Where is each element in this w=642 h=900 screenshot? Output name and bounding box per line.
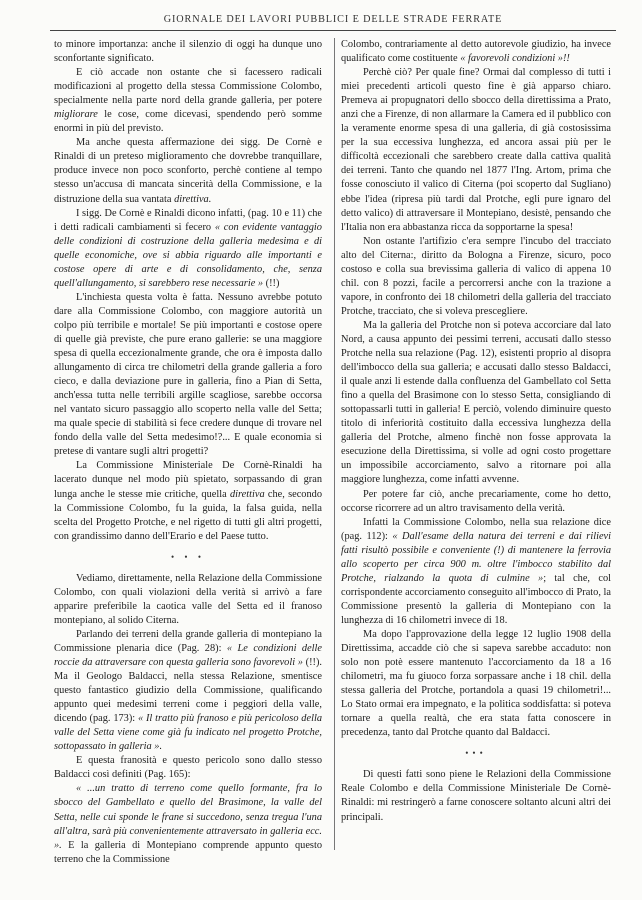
italic-quote-text: « Il tratto più franoso e più pericoloso della valle del Setta viene come già fu indicato nel progetto Protche, sottopassato in galleria ». bbox=[54, 713, 322, 753]
paragraph: Di questi fatti sono piene le Relazioni della Commissione Reale Colombo e della Commissione Ministeriale De Cornè-Rinaldi: mi restringerò a farne conoscere soltanto alcuni altri dei principali. bbox=[341, 769, 611, 823]
paragraph: to minore importanza: anche il silenzio di oggi ha dunque uno sconfortante significato. bbox=[54, 39, 322, 65]
paragraph bbox=[54, 782, 322, 866]
italic-quote-text: migliorare bbox=[54, 109, 98, 121]
text-run: che, secondo la Commissione Colombo, fu la guida, la falsa guida, nella scelta del Progetto Protche, e nel rigetto di tutti gli altri progetti, con grandissimo danno dell'Erario e del Paese tutto. bbox=[54, 488, 322, 542]
paragraph bbox=[54, 628, 322, 754]
italic-quote-text: « Dall'esame della natura dei terreni e dai rilievi fatti risultò possibile e conveniente (!) di mantenere la ferrovia allo scoperto per circa 900 m. oltre l'imbocco stabilito dal Protche, rialzando la quota di culmine » bbox=[341, 530, 611, 584]
text-run: ; tal che, col corrispondente accorciamento conseguito all'imbocco di Prato, la Commissione presentò la galleria di Montepiano con la lunghezza di 16 chilometri invece di 18. bbox=[341, 572, 611, 626]
section-separator: • • • bbox=[171, 551, 205, 562]
paragraph bbox=[54, 207, 322, 291]
paragraph bbox=[54, 66, 322, 136]
paragraph: Ma la galleria del Protche non si poteva accorciare dal lato Nord, a causa appunto dei pessimi terreni, accusati dallo stesso Protche nella sua relazione (Pag. 12), esistenti proprio al disopra dell'imbocco della sua galleria; e accusati dallo stesso Baldacci, il quale anzi li estende dalla confluenza del Gambellato col Setta fino a quella del Brasimone con lo stesso Setta, consigliando di sottopassarli tutti in galleria! E perciò, volendo diminuire questo titolo di inferiorità costituito dalla eccessiva lunghezza della galleria del Protche, almeno finchè non fosse approvata la esecuzione della Direttissima, si volle ad ogni costo progettare un impossibile accorciamento, salvo a ritornare poi alla maggiore lunghezza, come infatti avvenne. bbox=[341, 319, 611, 486]
paragraph: Non ostante l'artifizio c'era sempre l'incubo del tracciato alto del Citerna:, diritto da Bologna a Firenze, sicuro, poco costoso e colla sua brevissima galleria di valico di appena 10 chil. con 8 pozzi, facile a percorrersi anche con la trazione a vapore, in confronto dei 18 chilometri della galleria del tracciato Protche, tracciato, che si voleva prescegliere. bbox=[341, 235, 611, 317]
section-separator: ••• bbox=[465, 748, 487, 759]
italic-quote-text: direttiva. bbox=[174, 193, 212, 205]
paragraph bbox=[341, 38, 611, 66]
italic-quote-text: « con evidente vantaggio delle condizioni di costruzione della galleria medesima e di quelle economiche, ove si abbia riguardo alle importanti e costose opere di arte e di consolidamento, che, senza quell'allungamento, si sarebbero rese necessarie » bbox=[54, 221, 322, 289]
paragraph bbox=[54, 136, 322, 206]
running-header: GIORNALE DEI LAVORI PUBBLICI E DELLE STRADE FERRATE bbox=[163, 14, 503, 25]
column-divider bbox=[334, 38, 335, 850]
paragraph: E questa franosità e questo pericolo sono dallo stesso Baldacci così definiti (Pag. 165): bbox=[54, 755, 322, 781]
paragraph: Vediamo, direttamente, nella Relazione della Commissione Colombo, con quali violazioni della verità si arrivò a fare apparire preferibile la caotica valle del Setta ed il franoso montepiano, al solido Citerna. bbox=[54, 572, 322, 626]
paragraph bbox=[341, 516, 611, 628]
paragraph: L'inchiesta questa volta è fatta. Nessuno avrebbe potuto dare alla Commissione Colombo, con maggiore autorità un colpo più terribile e mortale! Se più importanti e costose opere di quelle già previste, che pure erano gallerie: se una maggiore spesa di quella eccezionalmente grande, che ora è imposta dallo allungamento di circa tre chilometri della grande galleria a foro cieco, e dalla deviazione pure in galleria, fino a Pian di Setta, anch'essa tutta nelle terribili argille scagliose, sarebbe occorsa nel vantato sicuro passaggio allo scoperto nella valle del Setta; ma quale specie di stabilità si fece credere dunque di trovare nel fondo della valle del Setta medesimo!?... E quale economia si pretese di vantare sugli altri progetti? bbox=[54, 291, 322, 458]
text-run: Colombo, contrariamente al detto autorevole giudizio, ha invece qualificato come costituente bbox=[341, 39, 611, 65]
italic-quote-text: « Le condizioni delle roccie da attraversare con questa galleria sono favorevoli » bbox=[54, 642, 322, 669]
paragraph bbox=[54, 459, 322, 543]
text-run: Infatti la Commissione Colombo, nella sua relazione dice (pag. 112): bbox=[341, 516, 611, 542]
italic-quote-text: direttiva bbox=[229, 488, 265, 500]
paragraph: Perchè ciò? Per quale fine? Ormai dal complesso di tutti i miei precedenti articoli questo fine è già apparso chiaro. Premeva ai propugnatori dello sbocco della direttissima a Prato, anzi che a Firenze, di non allarmare la Camera ed il pubblico con la veramente enorme spesa di una galleria, di già costosissima per la sua eccessiva lunghezza, ed ancora assai più per le difficoltà eccezionali che sarebbero create dalla cattiva qualità dei terreni. Tanto che quando nel 1877 l'Ing. Artom, prima che fosse conosciuto il valico di Citerna (poi scoperto dal Sugliano) ebbe l'idea (ripresa più tardi dal Protche, egli pure ignaro del detto valico) di attraversare il Montepiano, desistè, pensando che l'Italia non era abbastanza ricca da sopportarne la spesa! bbox=[341, 67, 611, 233]
header-rule bbox=[50, 30, 616, 31]
paragraph: Per potere far ciò, anche precariamente, come ho detto, occorse ricorrere ad un altro travisamento della verità. bbox=[341, 488, 611, 514]
text-run: (!!). Ma il Geologo Baldacci, nella stessa Relazione, smentisce questo fantastico giudizio della Commissione, qualificando appunto quei medesimi terreni come i peggiori della valle, dicendo (pag. 173): bbox=[54, 657, 322, 725]
italic-quote-text: « ...un tratto di terreno come quello formante, fra lo sbocco del Gambellato e quello del Brasimone, la valle del Setta, nelle cui sponde le frane si succedono, senza tregua l'una all'altra, sarà più convenientemente attraversato in galleria ecc. ». bbox=[54, 783, 322, 851]
text-run: Parlando dei terreni della grande galleria di montepiano la Commissione plenaria dice (Pag. 28): bbox=[54, 628, 322, 654]
text-run: La Commissione Ministeriale De Cornè-Rinaldi ha lacerato dunque nel modo più spietato, sorpassando di gran lunga anche le stesse mie critiche, quella bbox=[54, 460, 322, 500]
right-column bbox=[341, 38, 611, 825]
left-column bbox=[54, 38, 322, 867]
text-run: E ciò accade non ostante che si facessero radicali modificazioni al progetto della stessa Commissione Colombo, specialmente nella parte nord della grande galleria, per potere bbox=[54, 67, 322, 107]
italic-quote-text: « favorevoli condizioni »!! bbox=[460, 53, 570, 65]
paragraph: Ma dopo l'approvazione della legge 12 luglio 1908 della Direttissima, accadde ciò che si sapeva sarebbe accaduto: non solo non potè essere mantenuto l'accorciamento da 18 a 16 chilometri, ma fu giuoco forza sorpassare anche i 18 chil. della stessa galleria del Protche, portandola a quasi 19 chilometri!... Lo Stato ormai era impegnato, e la politica soddisfatta: si poteva tornare a quella realtà, che era stata fatta conoscere in precedenza, tanto dal Protche quanto dal Baldacci. bbox=[341, 628, 611, 739]
text-run: (!!) bbox=[263, 277, 280, 289]
text-run: le cose, come dicevasi, spendendo però somme enormi in più del previsto. bbox=[54, 109, 322, 135]
text-run: E la galleria di Montepiano comprende appunto questo terreno che la Commissione bbox=[54, 839, 322, 865]
text-run: Ma anche questa affermazione dei sigg. De Cornè e Rinaldi di un preteso miglioramento che dovrebbe tranquillare, produce invece non poco sconforto, perchè contiene al tempo stesso un'accusa di mancata sincerità della Commissione, e la distruzione della sua vantata bbox=[54, 137, 322, 205]
text-run: I sigg. De Cornè e Rinaldi dicono infatti, (pag. 10 e 11) che i detti radicali cambiamenti si fecero bbox=[54, 207, 322, 233]
